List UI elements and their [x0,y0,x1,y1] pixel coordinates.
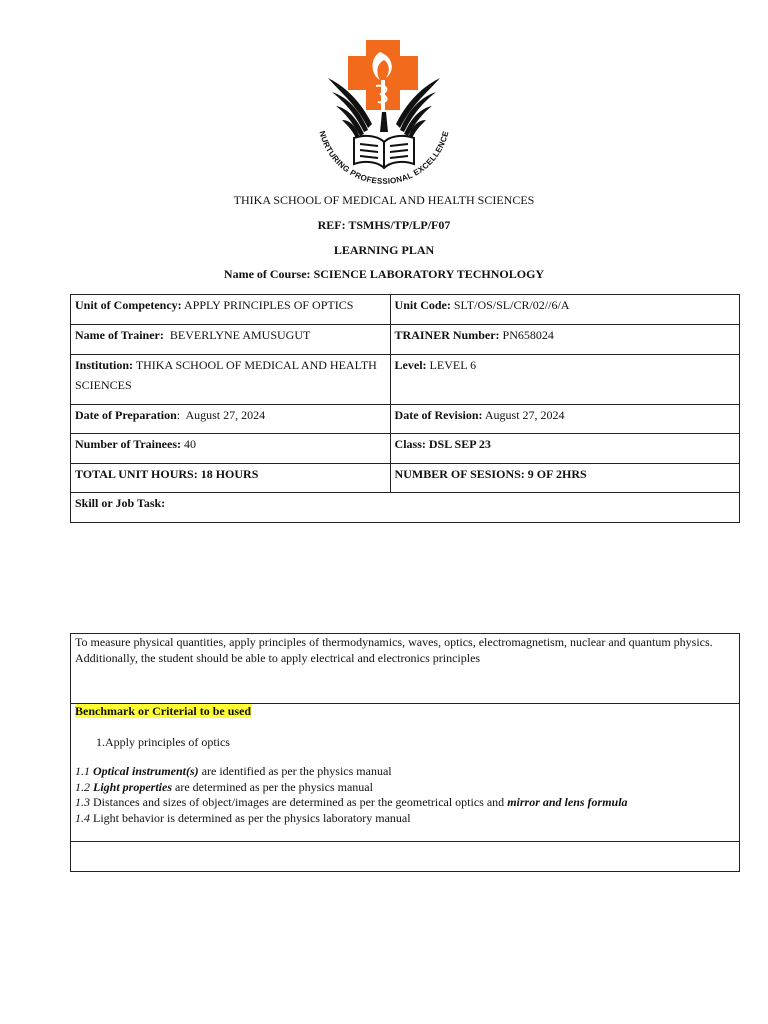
document-title: LEARNING PLAN [333,243,435,257]
course-value: SCIENCE LABORATORY TECHNOLOGY [313,267,545,281]
table-row [71,464,740,493]
total-hours-cell: TOTAL UNIT HOURS: 18 HOURS [71,464,391,493]
empty-row-box [70,841,740,872]
list-item: 1.2 Light properties are determined as per the physics manual [75,779,373,794]
preparation-date-cell: Date of Preparation: August 27, 2024 [71,405,391,434]
logo-book [354,136,414,168]
table-row [71,355,740,405]
class-cell: Class: DSL SEP 23 [390,434,739,464]
list-item: 1.1 Optical instrument(s) are identified as per the physics manual [75,764,392,778]
table-row [71,405,740,434]
learning-plan-info-table [70,294,740,523]
level-cell: Level: LEVEL 6 [390,355,739,405]
table-row [71,493,740,523]
unit-description-box [70,633,740,704]
unit-competency-cell: Unit of Competency: APPLY PRINCIPLES OF OPTICS [71,295,391,325]
competency-element: 1.Apply principles of optics [96,734,230,749]
sessions-cell: NUMBER OF SESIONS: 9 OF 2HRS [390,464,739,493]
course-name [0,267,768,282]
unit-code-cell: Unit Code: SLT/OS/SL/CR/02//6/A [390,295,739,325]
reference-code: REF: TSMHS/TP/LP/F07 [317,218,451,232]
list-item: 1.4 Light behavior is determined as per the physics laboratory manual [75,810,411,825]
trainer-name-cell: Name of Trainer: BEVERLYNE AMUSUGUT [71,325,391,355]
table-row [71,434,740,464]
school-logo [306,34,462,188]
list-item: 1.3 Distances and sizes of object/images are determined as per the geometrical optics and mirror and lens formula [75,795,628,809]
table-row [71,295,740,325]
table-row [71,325,740,355]
skill-task-cell: Skill or Job Task: [71,493,740,523]
school-name: THIKA SCHOOL OF MEDICAL AND HEALTH SCIENCES [233,193,535,207]
trainees-cell: Number of Trainees: 40 [71,434,391,464]
description-line-1: To measure physical quantities, apply principles of thermodynamics, waves, optics, electromagnetism, nuclear and quantum physics. [75,635,713,649]
criteria-list [75,764,735,826]
course-label: Name of Course: [223,267,311,281]
trainer-number-cell: TRAINER Number: PN658024 [390,325,739,355]
institution-cell: Institution: THIKA SCHOOL OF MEDICAL AND HEALTH SCIENCES [71,355,391,405]
benchmark-heading: Benchmark or Criterial to be used [75,704,252,718]
description-line-2: Additionally, the student should be able to apply electrical and electronics principles [75,651,481,665]
revision-date-cell: Date of Revision: August 27, 2024 [390,405,739,434]
benchmark-box [70,703,740,842]
logo-ring-text: NURTURING PROFESSIONAL EXCELLENCE [317,129,451,186]
